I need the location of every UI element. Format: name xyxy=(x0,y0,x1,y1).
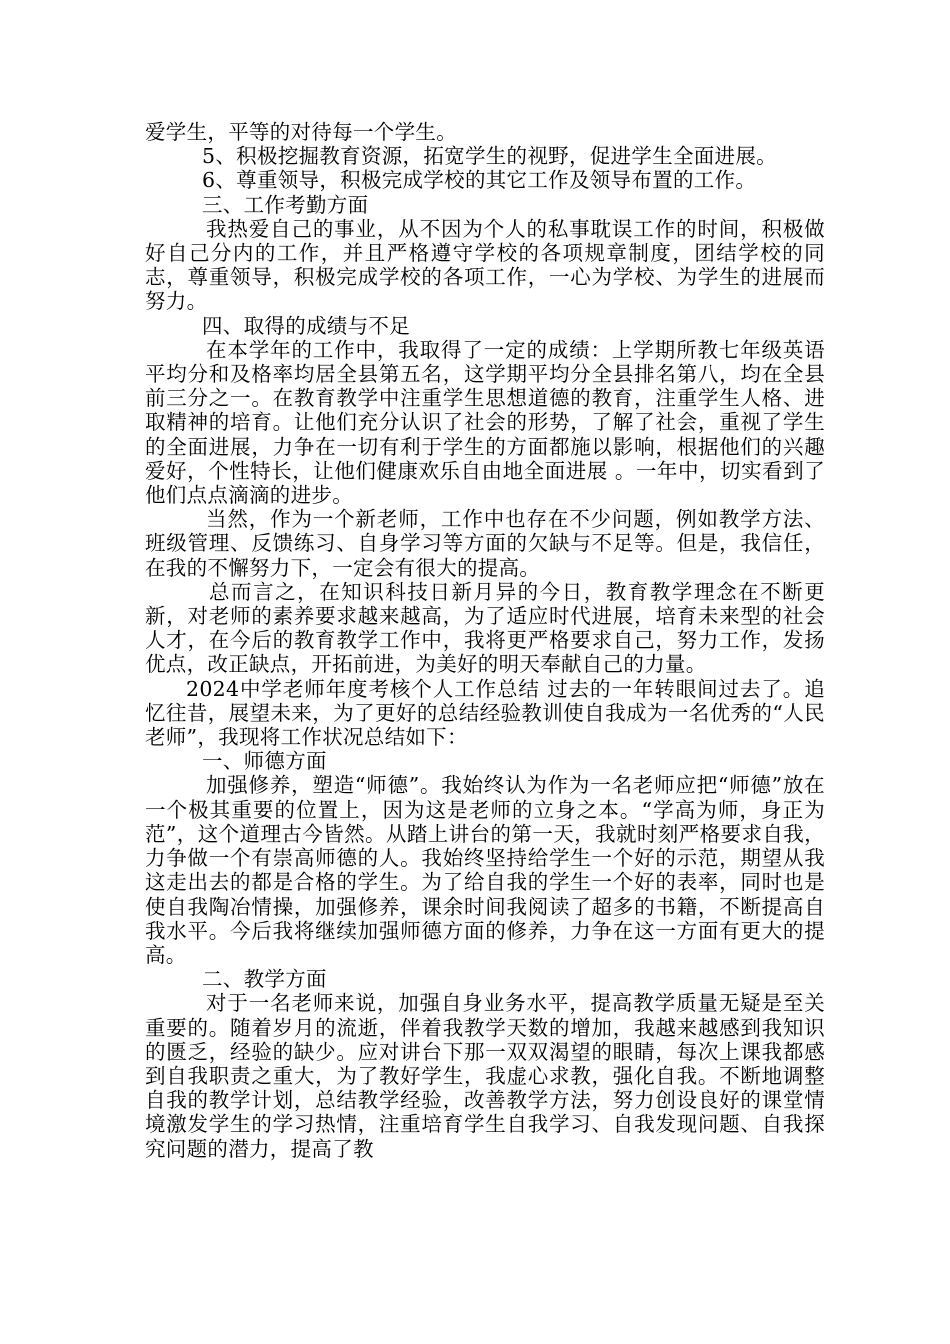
section-heading-achievements: 四、取得的成绩与不足 xyxy=(202,313,410,338)
paragraph-achievements: 在本学年的工作中，我取得了一定的成绩：上学期所教七年级英语平均分和及格率均居全县第五名，这学期平均分全县排名第八，均在全县前三分之一。在教育教学中注重学生思想道德的教育，注重学生人格、进取精神的培育。让他们充分认识了社会的形势，了解了社会，重视了学生的全面进展，力争在一切有利于学生的方面都施以影响，根据他们的兴趣爱好，个性特长，让他们健康欢乐自由地全面进展 。一年中，切实看到了他们点点滴滴的进步。 xyxy=(145,337,825,508)
paragraph-continuation: 爱学生，平等的对待每一个学生。 xyxy=(145,120,457,144)
section-heading-attendance: 三、工作考勤方面 xyxy=(202,192,369,217)
paragraph-attendance: 我热爱自己的事业，从不因为个人的私事耽误工作的时间，积极做好自己分内的工作，并且严格遵守学校的各项规章制度，团结学校的同志，尊重领导，积极完成学校的各项工作，一心为学校、为学生的进展而努力。 xyxy=(145,216,825,314)
paragraph-shortcomings: 当然，作为一个新老师，工作中也存在不少问题，例如教学方法、班级管理、反馈练习、自身学习等方面的欠缺与不足等。但是，我信任，在我的不懈努力下，一定会有很大的提高。 xyxy=(145,507,825,580)
paragraph-ethics: 加强修养，塑造“师德”。我始终认为作为一名老师应把“师德”放在一个极其重要的位置上，因为这是老师的立身之本。“学高为师，身正为范”，这个道理古今皆然。从踏上讲台的第一天，我就时刻严格要求自我，力争做一个有崇高师德的人。我始终坚持给学生一个好的示范，期望从我这走出去的都是合格的学生。为了给自我的学生一个好的表率，同时也是使自我陶冶情操，加强修养，课余时间我阅读了超多的书籍，不断提高自我水平。今后我将继续加强师德方面的修养，力争在这一方面有更大的提高。 xyxy=(145,773,825,967)
paragraph-conclusion: 总而言之，在知识科技日新月异的今日，教育教学理念在不断更新，对老师的素养要求越来越高，为了适应时代进展，培育未来型的社会人才，在今后的教育教学工作中，我将更严格要求自己，努力工作，发扬优点，改正缺点，开拓前进，为美好的明天奉献自己的力量。 xyxy=(145,579,825,677)
document-page xyxy=(145,120,825,1161)
section-heading-ethics: 一、师德方面 xyxy=(202,749,327,774)
section-heading-teaching: 二、教学方面 xyxy=(202,967,327,992)
paragraph-summary-title: 2024中学老师年度考核个人工作总结 过去的一年转眼间过去了。追忆往昔，展望未来，为了更好的总结经验教训使自我成为一名优秀的“人民老师”，我现将工作状况总结如下： xyxy=(145,676,825,750)
list-item-5: 5、积极挖掘教育资源，拓宽学生的视野，促进学生全面进展。 xyxy=(202,144,777,169)
list-item-6: 6、尊重领导，积极完成学校的其它工作及领导布置的工作。 xyxy=(202,168,757,193)
paragraph-teaching: 对于一名老师来说，加强自身业务水平，提高教学质量无疑是至关重要的。随着岁月的流逝，伴着我教学天数的增加，我越来越感到我知识的匮乏，经验的缺少。应对讲台下那一双双渴望的眼睛，每次上课我都感到自我职责之重大，为了教好学生，我虚心求教，强化自我。不断地调整自我的教学计划，总结教学经验，改善教学方法，努力创设良好的课堂情境激发学生的学习热情，注重培育学生自我学习、自我发现问题、自我探究问题的潜力，提高了教 xyxy=(145,991,825,1161)
